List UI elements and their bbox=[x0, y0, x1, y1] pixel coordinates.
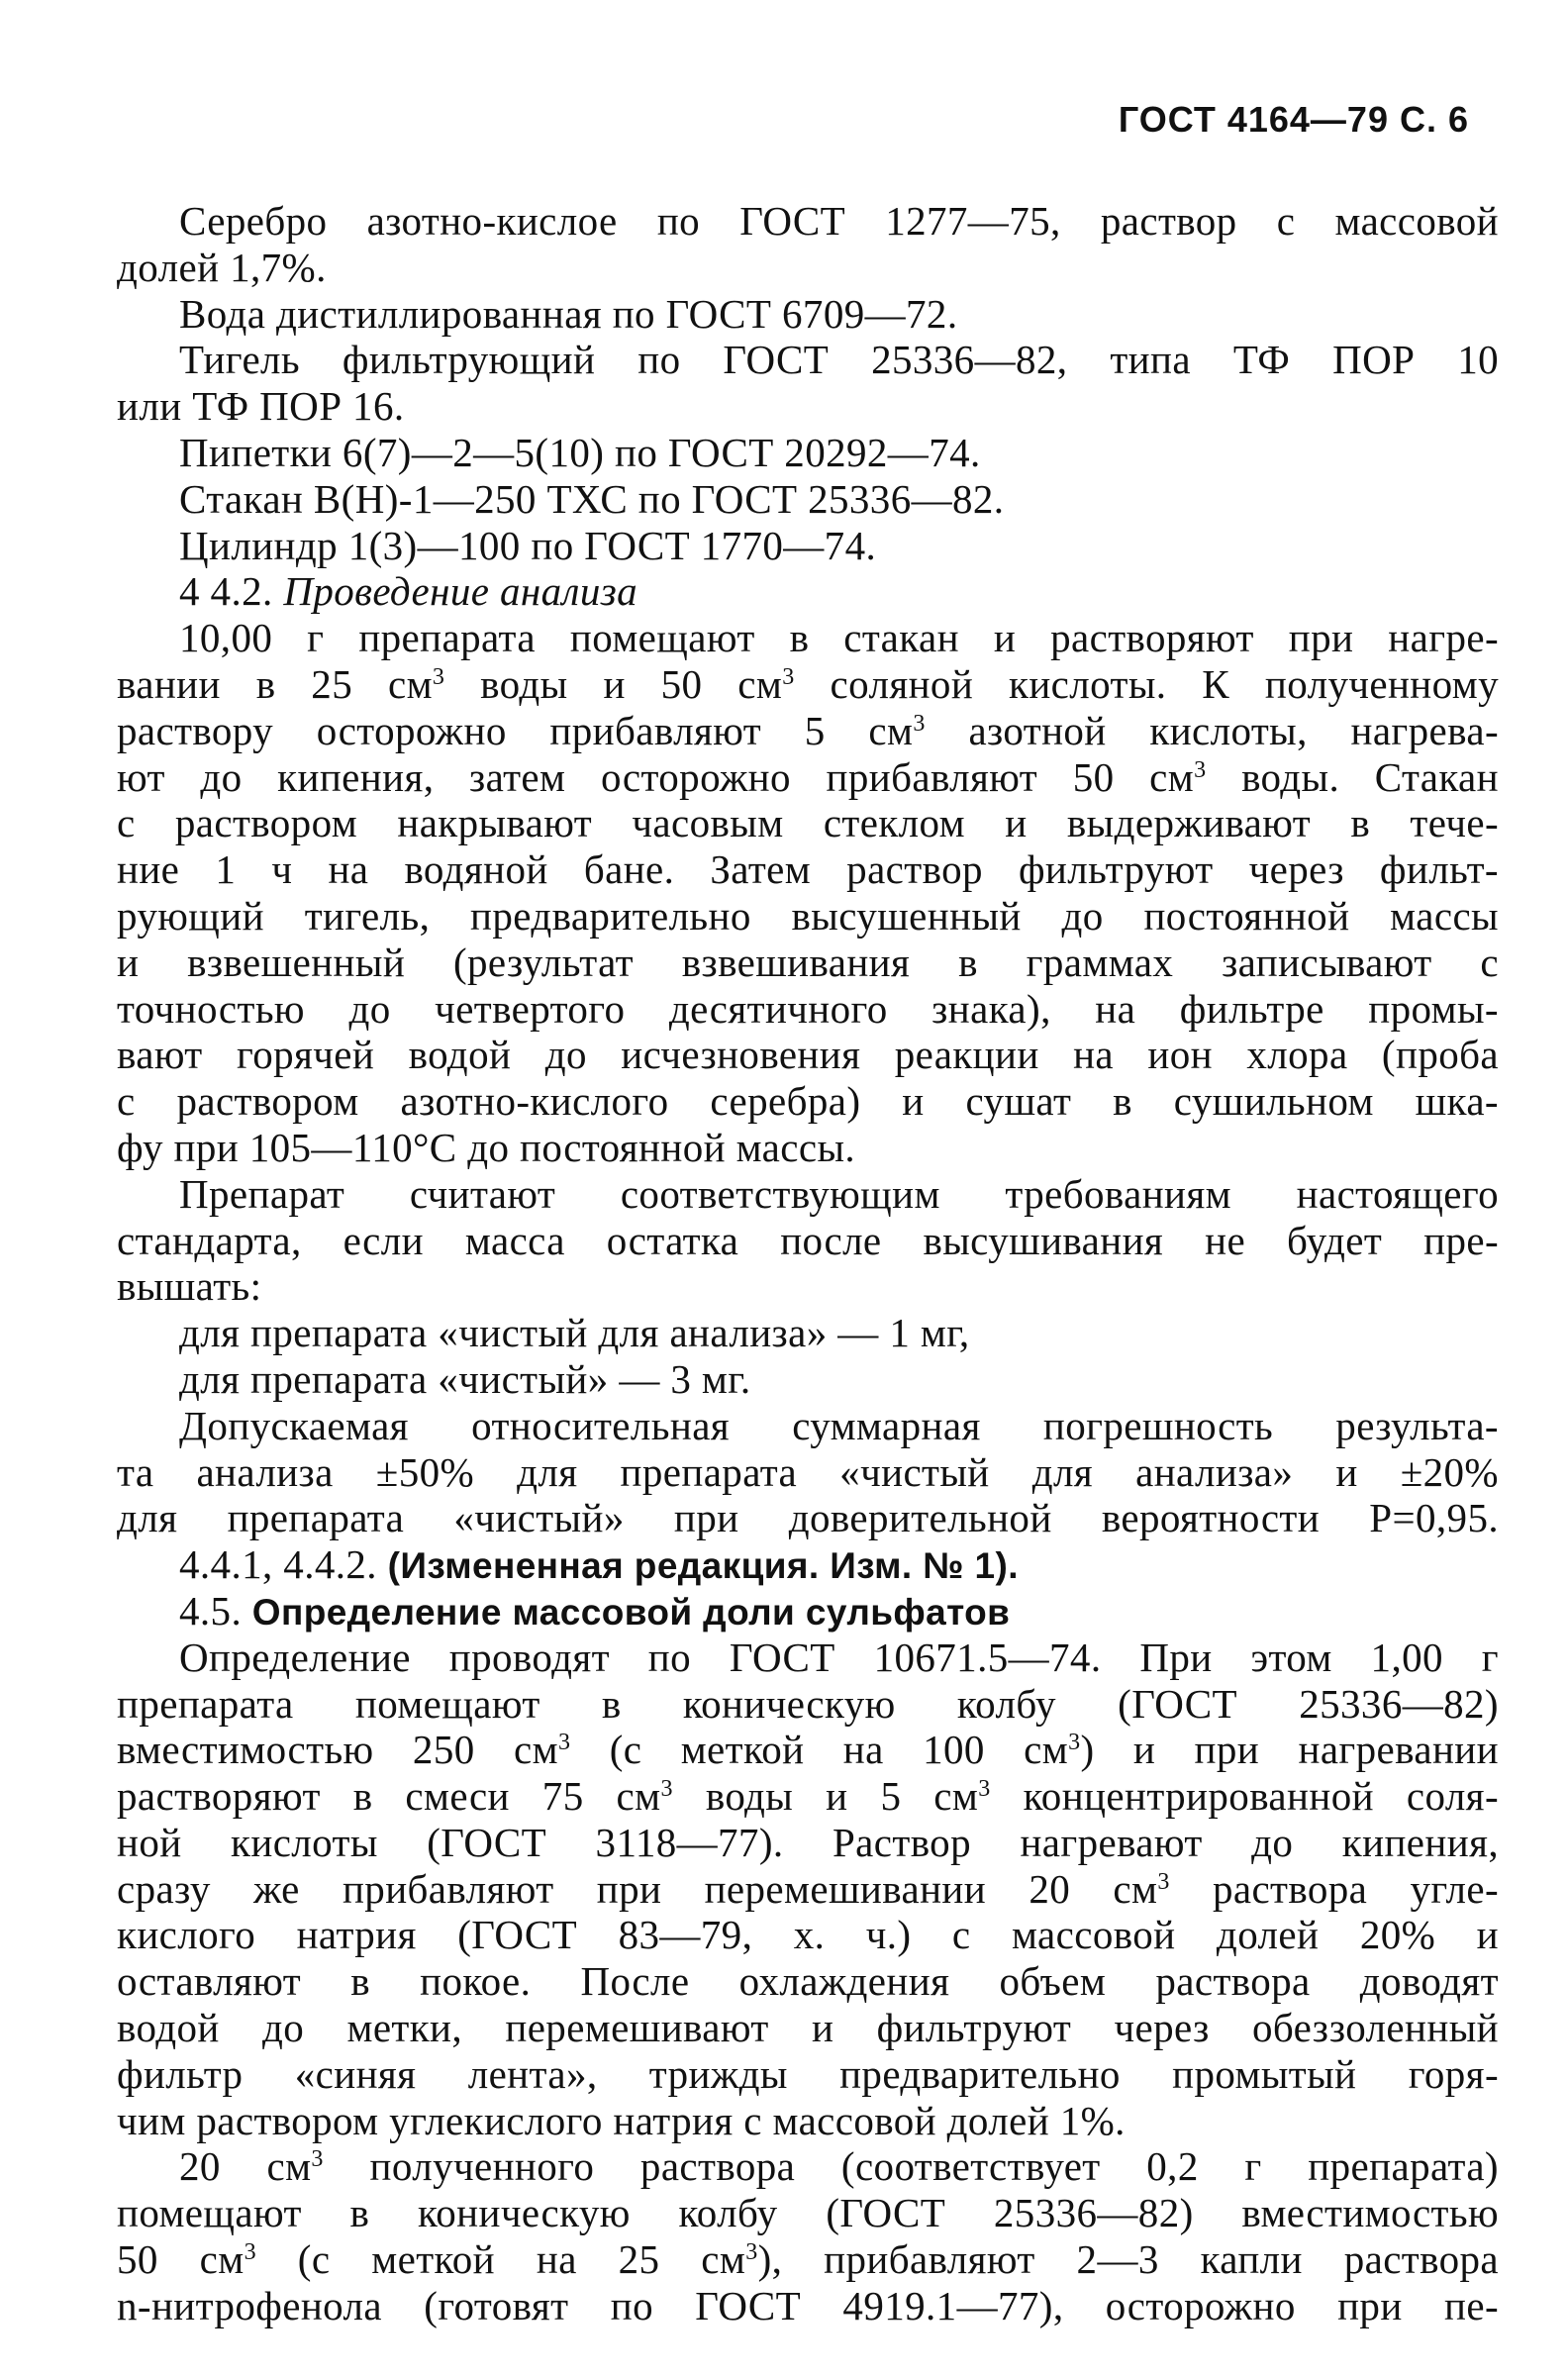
text-line: раствору осторожно прибавляют 5 $см^3$ азотной кислоты, нагрева- bbox=[117, 707, 1500, 753]
text-line: Вода дистиллированная по ГОСТ 6709—72. bbox=[179, 290, 958, 337]
text-line: и взвешенный (результат взвешивания в граммах записывают с bbox=[117, 939, 1499, 985]
text-line: Стакан В(Н)-1—250 ТХС по ГОСТ 25336—82. bbox=[179, 475, 1005, 522]
text-line: та анализа ±50% для препарата «чистый для анализа» и ±20% bbox=[117, 1448, 1499, 1495]
text-line: Определение проводят по ГОСТ 10671.5—74. При этом 1,00 г bbox=[179, 1634, 1499, 1680]
text-line: вышать: bbox=[117, 1263, 262, 1310]
text-line: для препарата «чистый для анализа» — 1 мг, bbox=[179, 1310, 970, 1356]
text-line: с раствором азотно-кислого серебра) и сушат в сушильном шка- bbox=[117, 1078, 1499, 1125]
text-line: оставляют в покое. После охлаждения объем раствора доводят bbox=[117, 1958, 1499, 2005]
text-line: n-нитрофенола (готовят по ГОСТ 4919.1—77), осторожно при пе- bbox=[117, 2282, 1499, 2328]
text-line: или ТФ ПОР 16. bbox=[117, 383, 405, 430]
text-line: для препарата «чистый» при доверительной вероятности Р=0,95. bbox=[117, 1495, 1499, 1541]
text-line: Тигель фильтрующий по ГОСТ 25336—82, типа ТФ ПОР 10 bbox=[179, 337, 1499, 383]
text-line: растворяют в смеси 75 $см^3$ воды и 5 $см^3$ концентрированной соля- bbox=[117, 1773, 1499, 1820]
section-heading: 4 4.2. Проведение анализа bbox=[179, 568, 638, 615]
text-line: с раствором накрывают часовым стеклом и выдерживают в тече- bbox=[117, 800, 1499, 846]
document-body bbox=[117, 198, 1499, 2329]
page-header: ГОСТ 4164—79 С. 6 bbox=[1118, 99, 1469, 140]
text-line: чим раствором углекислого натрия с массовой долей 1%. bbox=[117, 2097, 1126, 2143]
text-line: ние 1 ч на водяной бане. Затем раствор фильтруют через фильт- bbox=[117, 846, 1499, 893]
text-line: Препарат считают соответствующим требованиям настоящего bbox=[179, 1170, 1499, 1217]
text-line: Допускаемая относительная суммарная погрешность результа- bbox=[179, 1402, 1499, 1448]
section-heading: 4.5. Определение массовой доли сульфатов bbox=[179, 1587, 1011, 1634]
text-line: препарата помещают в коническую колбу (ГОСТ 25336—82) bbox=[117, 1680, 1499, 1727]
text-line: ют до кипения, затем осторожно прибавляют 50 $см^3$ воды. Стакан bbox=[117, 753, 1499, 800]
text-line: точностью до четвертого десятичного знака), на фильтре промы- bbox=[117, 985, 1499, 1032]
text-line: 10,00 г препарата помещают в стакан и растворяют при нагре- bbox=[179, 615, 1499, 661]
text-line: водой до метки, перемешивают и фильтруют через обеззоленный bbox=[117, 2005, 1499, 2051]
text-line: ной кислоты (ГОСТ 3118—77). Раствор нагревают до кипения, bbox=[117, 1819, 1499, 1865]
text-line: фу при 105—110°С до постоянной массы. bbox=[117, 1124, 856, 1170]
text-line: кислого натрия (ГОСТ 83—79, х. ч.) с массовой долей 20% и bbox=[117, 1912, 1499, 1958]
text-line: вают горячей водой до исчезновения реакции на ион хлора (проба bbox=[117, 1032, 1499, 1078]
text-line: сразу же прибавляют при перемешивании 20 $см^3$ раствора угле- bbox=[117, 1865, 1500, 1912]
text-line: Цилиндр 1(3)—100 по ГОСТ 1770—74. bbox=[179, 522, 877, 568]
text-line: стандарта, если масса остатка после высушивания не будет пре- bbox=[117, 1217, 1499, 1263]
text-line: рующий тигель, предварительно высушенный до постоянной массы bbox=[117, 892, 1499, 939]
text-line: для препарата «чистый» — 3 мг. bbox=[179, 1355, 751, 1402]
text-line: вместимостью 250 $см^3$ (с меткой на 100 $см^3$) и при нагревании bbox=[117, 1727, 1499, 1773]
text-line: долей 1,7%. bbox=[117, 244, 327, 290]
text-line: Серебро азотно-кислое по ГОСТ 1277—75, раствор с массовой bbox=[179, 198, 1499, 244]
text-line: вании в 25 $см^3$ воды и 50 $см^3$ соляной кислоты. К полученному bbox=[117, 660, 1500, 707]
text-line: Пипетки 6(7)—2—5(10) по ГОСТ 20292—74. bbox=[179, 429, 981, 475]
text-line: фильтр «синяя лента», трижды предварительно промытый горя- bbox=[117, 2050, 1499, 2097]
text-line: 50 $см^3$ (с меткой на 25 $см^3$), прибавляют 2—3 капли раствора bbox=[117, 2236, 1499, 2283]
text-line: 20 $см^3$ полученного раствора (соответствует 0,2 г препарата) bbox=[179, 2143, 1499, 2190]
text-line: помещают в коническую колбу (ГОСТ 25336—82) вместимостью bbox=[117, 2190, 1499, 2236]
amendment-note: 4.4.1, 4.4.2. (Измененная редакция. Изм. № 1). bbox=[179, 1541, 1019, 1588]
